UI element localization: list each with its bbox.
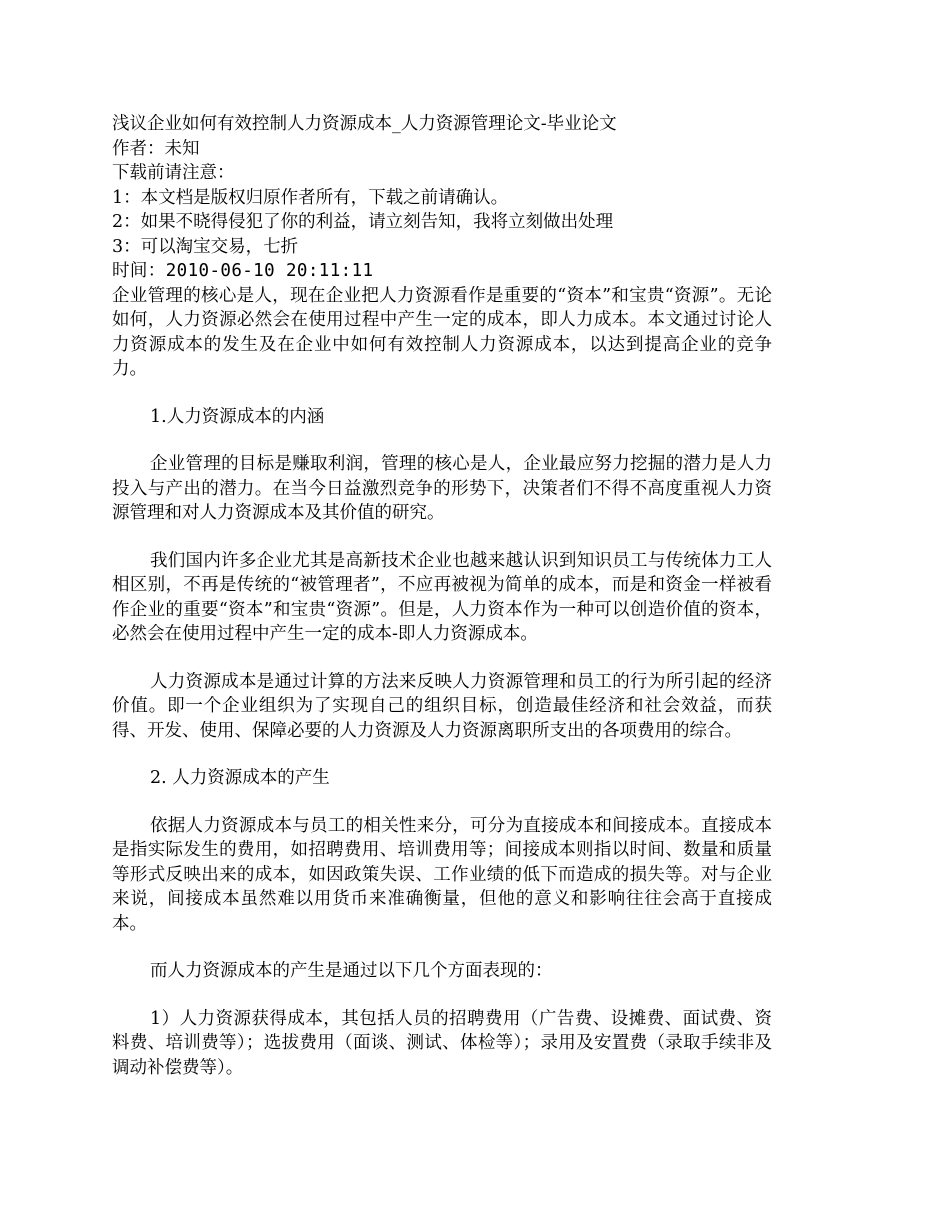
document-content: [112, 112, 772, 1080]
section-heading-1: 1.人力资源成本的内涵: [150, 406, 325, 427]
notice-item-2: 2：如果不晓得侵犯了你的利益，请立刻告知，我将立刻做出处理: [112, 212, 614, 232]
notice-item-3: 3：可以淘宝交易，七折: [112, 236, 299, 257]
paragraph-5: 而人力资源成本的产生是通过以下几个方面表现的：: [150, 961, 553, 981]
section-heading-2: 2. 人力资源成本的产生: [150, 768, 330, 788]
timestamp-line: 时间：2010-06-10 20:11:11: [112, 261, 374, 281]
author-line: 作者：未知: [112, 138, 200, 159]
document-title: 浅议企业如何有效控制人力资源成本_人力资源管理论文-毕业论文: [112, 114, 617, 134]
paragraph-6: 1）人力资源获得成本，其包括人员的招聘费用（广告费、设摊费、面试费、资料费、培训费等）；选拔费用（面谈、测试、体检等）；录用及安置费（录取手续非及调动补偿费等）。: [112, 1008, 772, 1078]
paragraph-2: 我们国内许多企业尤其是高新技术企业也越来越认识到知识员工与传统体力工人相区别，不再是传统的“被管理者”，不应再被视为简单的成本，而是和资金一样被看作企业的重要“资本”和宝贵“资源”。但是，人力资本作为一种可以创造价值的资本，必然会在使用过程中产生一定的成本-即人力资源成本。: [112, 550, 772, 644]
notice-item-1: 1：本文档是版权归原作者所有，下载之前请确认。: [112, 187, 509, 208]
intro-paragraph: 企业管理的核心是人，现在企业把人力资源看作是重要的“资本”和宝贵“资源”。无论如何，人力资源必然会在使用过程中产生一定的成本，即人力成本。本文通过讨论人力资源成本的发生及在企业中如何有效控制人力资源成本，以达到提高企业的竞争力。: [112, 285, 772, 379]
paragraph-4: 依据人力资源成本与员工的相关性来分，可分为直接成本和间接成本。直接成本是指实际发生的费用，如招聘费用、培训费用等；间接成本则指以时间、数量和质量等形式反映出来的成本，如因政策失误、工作业绩的低下而造成的损失等。对与企业来说，间接成本虽然难以用货币来准确衡量，但他的意义和影响往往会高于直接成本。: [112, 815, 772, 934]
notice-title: 下载前请注意：: [112, 163, 235, 183]
paragraph-1: 企业管理的目标是赚取利润，管理的核心是人，企业最应努力挖掘的潜力是人力投入与产出的潜力。在当今日益激烈竞争的形势下，决策者们不得不高度重视人力资源管理和对人力资源成本及其价值的研究。: [112, 454, 772, 523]
paragraph-3: 人力资源成本是通过计算的方法来反映人力资源管理和员工的行为所引起的经济价值。即一个企业组织为了实现自己的组织目标，创造最佳经济和社会效益，而获得、开发、使用、保障必要的人力资源及人力资源离职所支出的各项费用的综合。: [112, 671, 772, 741]
